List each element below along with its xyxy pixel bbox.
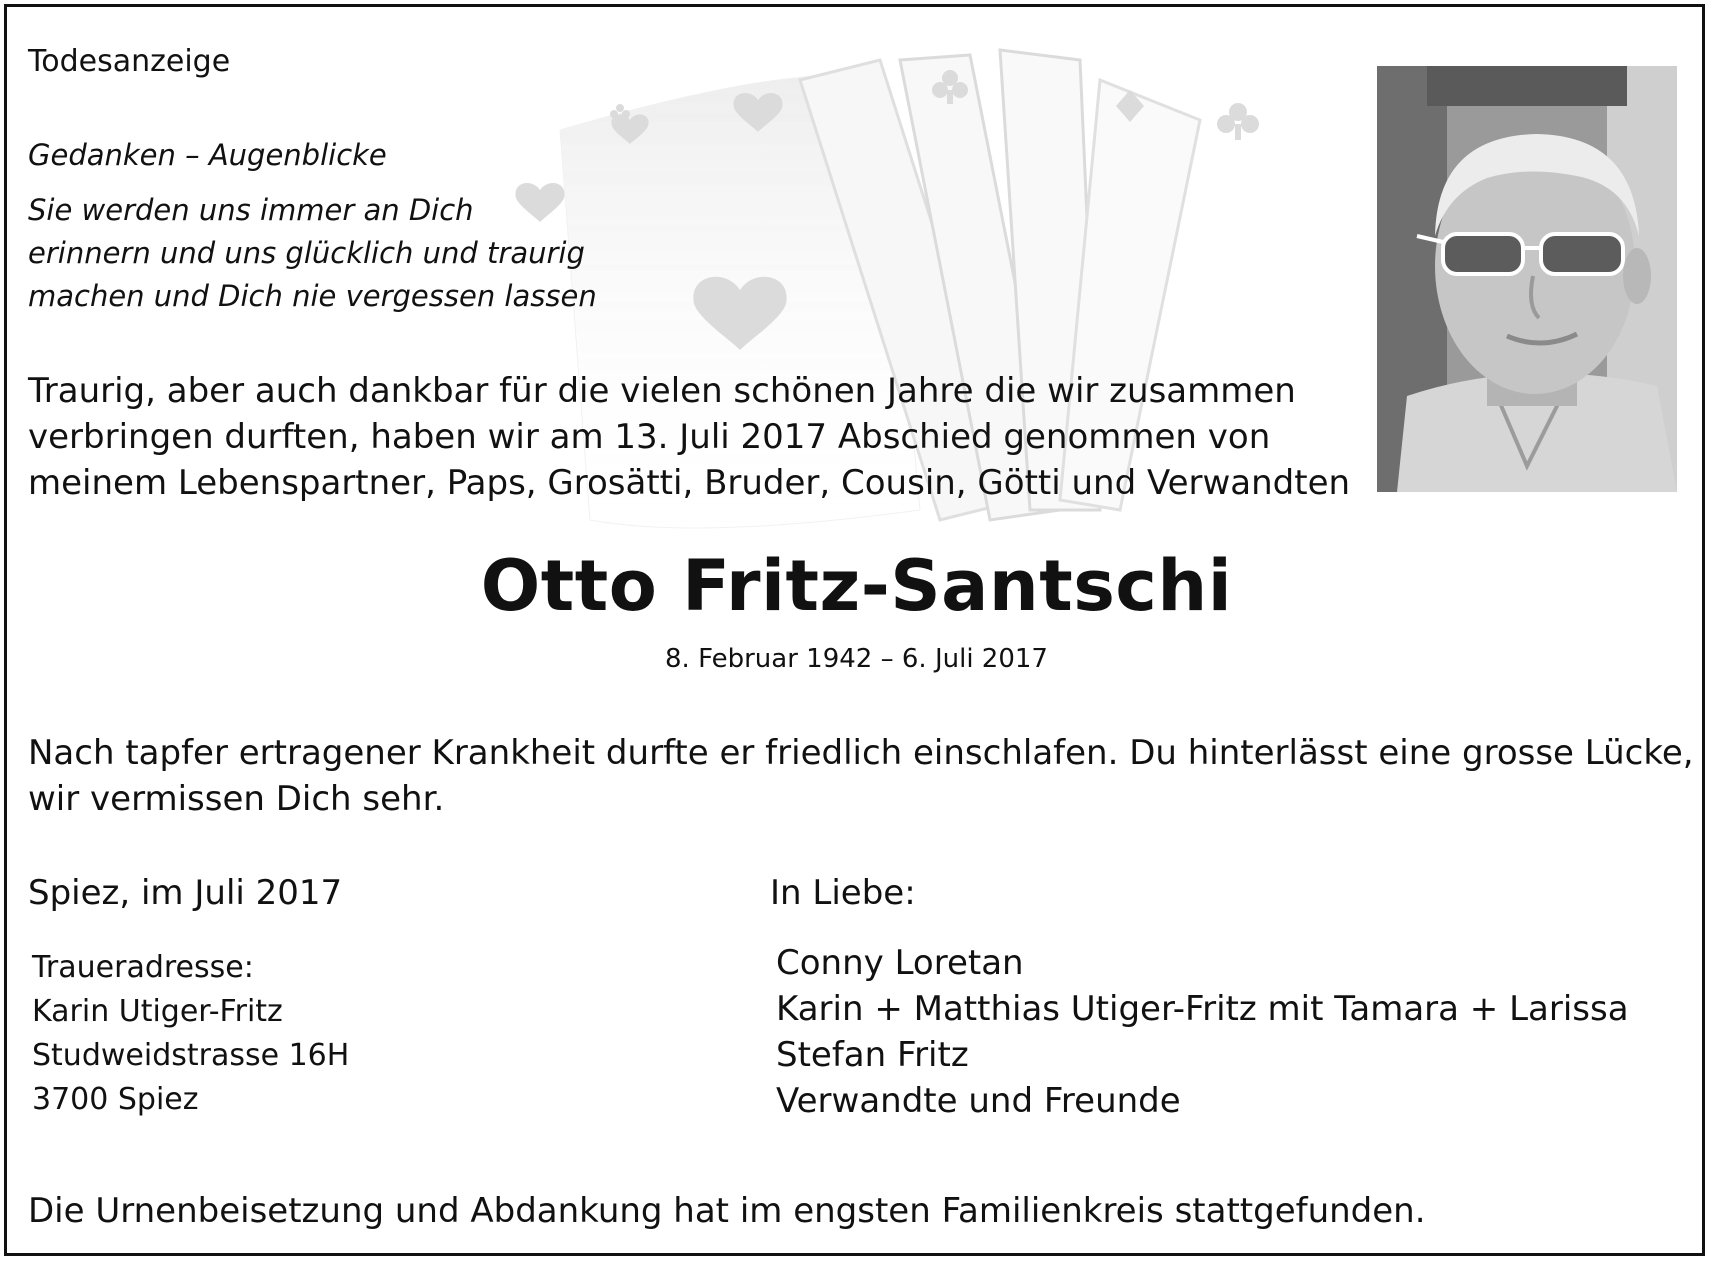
message-line: wir vermissen Dich sehr. <box>28 779 445 819</box>
poem-line: erinnern und uns glücklich und traurig <box>28 236 585 270</box>
poem-line: Sie werden uns immer an Dich <box>28 193 474 227</box>
address-label: Traueradresse: <box>32 950 254 985</box>
address-line: Karin Utiger-Fritz <box>32 994 283 1029</box>
place-date: Spiez, im Juli 2017 <box>28 873 343 913</box>
mourners-label: In Liebe: <box>770 873 916 913</box>
intro-line: Traurig, aber auch dankbar für die vielen schönen Jahre die wir zusammen <box>28 371 1296 411</box>
mourner-name: Karin + Matthias Utiger-Fritz mit Tamara + Larissa <box>776 989 1629 1029</box>
mourner-name: Conny Loretan <box>776 943 1024 983</box>
deceased-name: Otto Fritz-Santschi <box>480 545 1233 627</box>
intro-line: meinem Lebenspartner, Paps, Grosätti, Bruder, Cousin, Götti und Verwandten <box>28 463 1351 503</box>
poem-title: Gedanken – Augenblicke <box>28 138 387 172</box>
portrait-photo <box>1377 66 1677 492</box>
address-line: Studweidstrasse 16H <box>32 1038 350 1073</box>
mourner-name: Verwandte und Freunde <box>776 1081 1181 1121</box>
mourner-name: Stefan Fritz <box>776 1035 969 1075</box>
message-line: Nach tapfer ertragener Krankheit durfte er friedlich einschlafen. Du hinterlässt eine grosse Lücke, <box>28 733 1694 773</box>
poem-line: machen und Dich nie vergessen lassen <box>28 279 597 313</box>
life-dates: 8. Februar 1942 – 6. Juli 2017 <box>665 644 1048 674</box>
closing-note: Die Urnenbeisetzung und Abdankung hat im engsten Familienkreis stattgefunden. <box>28 1191 1426 1231</box>
notice-heading: Todesanzeige <box>28 44 231 79</box>
intro-line: verbringen durften, haben wir am 13. Juli 2017 Abschied genommen von <box>28 417 1271 457</box>
address-line: 3700 Spiez <box>32 1082 199 1117</box>
